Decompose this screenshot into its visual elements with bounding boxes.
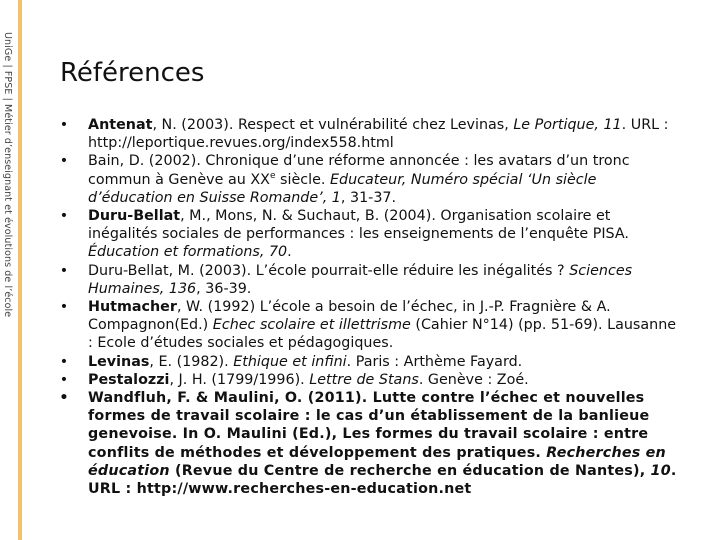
reference-item (58, 152, 680, 207)
bullet: • (59, 371, 69, 388)
reference-source: Recherches en éducation (88, 444, 666, 479)
reference-text: Duru-Bellat, M. (2003). L’école pourrait-elle réduire les inégalités ? Sciences Humaines, 136, 36-39. (88, 262, 633, 297)
bullet: • (59, 153, 69, 170)
reference-source: Lettre de Stans (309, 371, 419, 388)
reference-text: Pestalozzi, J. H. (1799/1996). Lettre de Stans. Genève : Zoé. (88, 371, 529, 388)
reference-author: Duru-Bellat (88, 208, 181, 225)
bullet: • (59, 208, 69, 225)
bullet: • (59, 299, 69, 316)
reference-item (58, 116, 680, 152)
reference-author: Wandfluh (88, 390, 167, 407)
reference-text: Hutmacher, W. (1992) L’école a besoin de l’échec, in J.-P. Fragnière & A. Compagnon(Ed.) Echec scolaire et illettrisme (Cahier N°14) (pp. 51-69). Lausanne : Ecole d’études sociales et pédagogiques. (88, 299, 677, 352)
bullet: • (59, 262, 69, 279)
reference-author: Levinas (88, 353, 150, 370)
reference-source: Educateur, Numéro spécial ‘Un siècle d’éducation en Suisse Romande’, 1 (88, 171, 597, 206)
reference-item (58, 389, 680, 498)
reference-item (58, 353, 680, 371)
reference-text: Levinas, E. (1982). Ethique et infini. Paris : Arthème Fayard. (88, 353, 523, 370)
reference-text: Bain, D. (2002). Chronique d’une réforme annoncée : les avatars d’un tronc commun à Genève au XXe siècle. Educateur, Numéro spécial ‘Un siècle d’éducation en Suisse Romande’, 1, 31-37. (88, 153, 630, 206)
bullet: • (59, 390, 69, 407)
reference-source: Éducation et formations, 70 (88, 244, 288, 261)
reference-text: Wandfluh, F. & Maulini, O. (2011). Lutte contre l’échec et nouvelles formes de travail scolaire : le cas d’un établissement de la banlieue genevoise. In O. Maulini (Ed.), Les formes du travail scolaire : entre conflits de méthodes et développement des pratiques. Recherches en éducation (Revue du Centre de recherche en éducation de Nantes), 10. URL : http://www.recherches-en-education.net (88, 390, 677, 498)
reference-author: Bain (88, 153, 120, 170)
reference-author: Pestalozzi (88, 371, 170, 388)
side-caption (2, 32, 18, 327)
page-title: Références (60, 58, 205, 88)
bullet: • (59, 353, 69, 370)
bullet: • (59, 117, 69, 133)
reference-text: Antenat, N. (2003). Respect et vulnérabilité chez Levinas, Le Portique, 11. URL : http://leportique.revues.org/index558.html (88, 117, 669, 152)
reference-author: Duru-Bellat (88, 262, 169, 279)
reference-item (58, 371, 680, 389)
reference-text: Duru-Bellat, M., Mons, N. & Suchaut, B. (2004). Organisation scolaire et inégalités sociales de performances : les enseignements de l’enquête PISA. Éducation et formations, 70. (88, 208, 629, 261)
reference-volume: 10 (650, 462, 671, 479)
sidebar-accent-line (18, 0, 22, 540)
reference-author: Hutmacher (88, 299, 177, 316)
reference-item (58, 207, 680, 262)
side-caption-text: UniGe | FPSE | Métier d’enseignant et évolutions de l’école (2, 32, 13, 318)
reference-item (58, 262, 680, 298)
reference-source: Ethique et infini (233, 353, 347, 370)
reference-item (58, 298, 680, 353)
reference-source: Le Portique, 11 (513, 117, 622, 133)
reference-source: Echec scolaire et illettrisme (212, 317, 411, 334)
reference-list (58, 116, 680, 498)
reference-author: Antenat (88, 117, 153, 133)
reference-source: Sciences Humaines, 136 (88, 262, 633, 297)
